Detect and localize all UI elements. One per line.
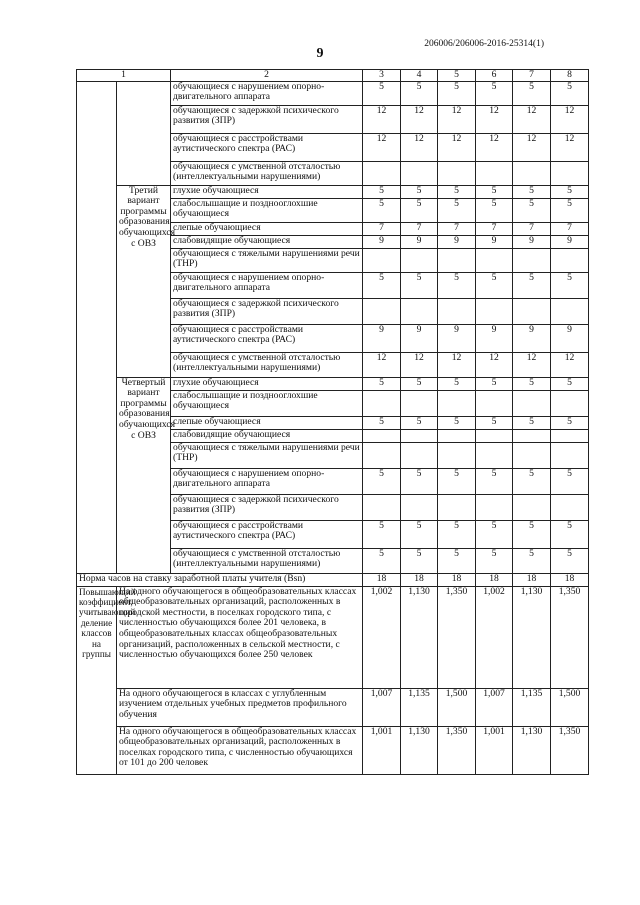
value-cell-col-6: 1,001 [476, 726, 513, 774]
value-cell-col-8 [551, 248, 589, 272]
value-cell-col-5: 5 [438, 81, 476, 105]
document-id: 206006/206006-2016-25314(1) [424, 39, 544, 49]
norm-row [77, 573, 589, 586]
value-cell-col-3: 18 [363, 573, 401, 586]
value-cell-col-3: 12 [363, 352, 401, 377]
row-label: обучающиеся с нарушением опорно-двигательного аппарата [171, 468, 363, 494]
value-cell-col-5 [438, 390, 476, 416]
row-label: слабовидящие обучающиеся [171, 429, 363, 442]
value-cell-col-3: 5 [363, 520, 401, 548]
value-cell-col-6: 1,007 [476, 688, 513, 726]
header-col-5: 5 [438, 70, 476, 82]
value-cell-col-4: 5 [401, 548, 438, 573]
value-cell-col-3: 5 [363, 185, 401, 198]
value-cell-col-6: 12 [476, 352, 513, 377]
row-label: обучающиеся с умственной отсталостью (интеллектуальными нарушениями) [171, 548, 363, 573]
value-cell-col-4 [401, 494, 438, 520]
row-label: На одного обучающегося в классах с углубленным изучением отдельных учебных предметов профильного обучения [117, 688, 363, 726]
value-cell-col-3 [363, 429, 401, 442]
value-cell-col-6 [476, 429, 513, 442]
header-col-3: 3 [363, 70, 401, 82]
norm-label: Норма часов на ставку заработной платы учителя (Bsn) [77, 573, 363, 586]
value-cell-col-3 [363, 390, 401, 416]
value-cell-col-8 [551, 161, 589, 185]
value-cell-col-8: 1,350 [551, 726, 589, 774]
value-cell-col-4: 5 [401, 198, 438, 222]
value-cell-col-6: 1,002 [476, 586, 513, 688]
value-cell-col-7 [513, 248, 551, 272]
value-cell-col-6: 12 [476, 133, 513, 161]
row-label: обучающиеся с задержкой психического развития (ЗПР) [171, 105, 363, 133]
value-cell-col-4: 12 [401, 133, 438, 161]
value-cell-col-7: 5 [513, 185, 551, 198]
value-cell-col-4 [401, 429, 438, 442]
value-cell-col-6 [476, 442, 513, 468]
value-cell-col-4 [401, 248, 438, 272]
value-cell-col-8: 9 [551, 235, 589, 248]
row-label: слепые обучающиеся [171, 416, 363, 429]
value-cell-col-6: 9 [476, 235, 513, 248]
value-cell-col-3: 1,007 [363, 688, 401, 726]
value-cell-col-3: 5 [363, 468, 401, 494]
coef-row [77, 586, 589, 688]
value-cell-col-8: 1,350 [551, 586, 589, 688]
value-cell-col-5: 12 [438, 105, 476, 133]
value-cell-col-4: 5 [401, 81, 438, 105]
value-cell-col-7: 1,130 [513, 586, 551, 688]
value-cell-col-8: 5 [551, 198, 589, 222]
value-cell-col-8: 5 [551, 520, 589, 548]
value-cell-col-5: 5 [438, 272, 476, 298]
coef-row [77, 726, 589, 774]
value-cell-col-7 [513, 429, 551, 442]
value-cell-col-5: 5 [438, 377, 476, 390]
value-cell-col-6: 5 [476, 185, 513, 198]
value-cell-col-7 [513, 298, 551, 324]
value-cell-col-8: 5 [551, 468, 589, 494]
value-cell-col-7: 12 [513, 352, 551, 377]
value-cell-col-8 [551, 390, 589, 416]
table-row [77, 377, 589, 390]
header-col-7: 7 [513, 70, 551, 82]
value-cell-col-4: 12 [401, 352, 438, 377]
value-cell-col-5: 9 [438, 235, 476, 248]
value-cell-col-5: 5 [438, 185, 476, 198]
value-cell-col-4: 9 [401, 235, 438, 248]
value-cell-col-8: 5 [551, 272, 589, 298]
value-cell-col-5: 12 [438, 133, 476, 161]
value-cell-col-7 [513, 161, 551, 185]
value-cell-col-8: 12 [551, 105, 589, 133]
value-cell-col-5: 5 [438, 520, 476, 548]
value-cell-col-6: 18 [476, 573, 513, 586]
value-cell-col-3: 1,001 [363, 726, 401, 774]
value-cell-col-5: 1,350 [438, 586, 476, 688]
value-cell-col-8 [551, 298, 589, 324]
row-label: обучающиеся с умственной отсталостью (интеллектуальными нарушениями) [171, 161, 363, 185]
value-cell-col-4: 5 [401, 377, 438, 390]
value-cell-col-4 [401, 390, 438, 416]
value-cell-col-4: 5 [401, 185, 438, 198]
value-cell-col-8: 9 [551, 324, 589, 352]
value-cell-col-3: 5 [363, 198, 401, 222]
value-cell-col-8: 5 [551, 377, 589, 390]
row-label: обучающиеся с расстройствами аутистического спектра (РАС) [171, 324, 363, 352]
value-cell-col-5 [438, 442, 476, 468]
value-cell-col-8: 5 [551, 548, 589, 573]
value-cell-col-6 [476, 390, 513, 416]
value-cell-col-7: 7 [513, 222, 551, 235]
row-label: обучающиеся с тяжелыми нарушениями речи (ТНР) [171, 442, 363, 468]
row-label: слабовидящие обучающиеся [171, 235, 363, 248]
value-cell-col-8 [551, 494, 589, 520]
value-cell-col-4: 12 [401, 105, 438, 133]
value-cell-col-6: 12 [476, 105, 513, 133]
table-row [77, 185, 589, 198]
value-cell-col-7: 9 [513, 324, 551, 352]
row-label: слепые обучающиеся [171, 222, 363, 235]
value-cell-col-7: 5 [513, 468, 551, 494]
value-cell-col-4: 5 [401, 468, 438, 494]
value-cell-col-3: 5 [363, 548, 401, 573]
value-cell-col-6 [476, 161, 513, 185]
group-col-1-empty [77, 81, 117, 573]
value-cell-col-7: 5 [513, 81, 551, 105]
table-row [77, 81, 589, 105]
value-cell-col-7 [513, 442, 551, 468]
row-label: обучающиеся с умственной отсталостью (интеллектуальными нарушениями) [171, 352, 363, 377]
value-cell-col-7: 12 [513, 133, 551, 161]
value-cell-col-3 [363, 442, 401, 468]
value-cell-col-5: 5 [438, 416, 476, 429]
value-cell-col-7: 9 [513, 235, 551, 248]
value-cell-col-7: 5 [513, 198, 551, 222]
value-cell-col-5: 12 [438, 352, 476, 377]
value-cell-col-8: 5 [551, 185, 589, 198]
row-label: На одного обучающегося в общеобразовательных классах общеобразовательных организаций, расположенных в поселках городского типа, с численностью обучающихся от 101 до 200 человек [117, 726, 363, 774]
value-cell-col-3: 5 [363, 272, 401, 298]
value-cell-col-6: 7 [476, 222, 513, 235]
value-cell-col-5: 1,350 [438, 726, 476, 774]
value-cell-col-6 [476, 298, 513, 324]
value-cell-col-6 [476, 248, 513, 272]
value-cell-col-5: 5 [438, 548, 476, 573]
value-cell-col-4: 1,130 [401, 726, 438, 774]
value-cell-col-4: 5 [401, 272, 438, 298]
value-cell-col-6: 5 [476, 81, 513, 105]
header-col-2: 2 [171, 70, 363, 82]
value-cell-col-3: 5 [363, 377, 401, 390]
row-label: обучающиеся с расстройствами аутистического спектра (РАС) [171, 133, 363, 161]
group-col-2-empty [117, 81, 171, 185]
value-cell-col-7: 5 [513, 272, 551, 298]
value-cell-col-6: 5 [476, 198, 513, 222]
row-label: обучающиеся с нарушением опорно-двигательного аппарата [171, 272, 363, 298]
value-cell-col-6: 5 [476, 468, 513, 494]
value-cell-col-5: 5 [438, 468, 476, 494]
row-label: глухие обучающиеся [171, 185, 363, 198]
value-cell-col-7: 5 [513, 548, 551, 573]
value-cell-col-8 [551, 429, 589, 442]
value-cell-col-7: 12 [513, 105, 551, 133]
group-label-variant-3: Третий вариант программы образования обучающихся с ОВЗ [117, 185, 171, 377]
value-cell-col-4: 1,135 [401, 688, 438, 726]
value-cell-col-7: 1,130 [513, 726, 551, 774]
header-col-1: 1 [77, 70, 171, 82]
value-cell-col-5: 7 [438, 222, 476, 235]
value-cell-col-6: 5 [476, 416, 513, 429]
value-cell-col-8: 12 [551, 133, 589, 161]
coef-group-label: Повышающий коэффициент, учитывающий деление классов на группы [77, 586, 117, 774]
value-cell-col-3 [363, 161, 401, 185]
value-cell-col-3: 1,002 [363, 586, 401, 688]
value-cell-col-5 [438, 298, 476, 324]
value-cell-col-3: 12 [363, 105, 401, 133]
value-cell-col-7 [513, 390, 551, 416]
value-cell-col-3 [363, 248, 401, 272]
value-cell-col-4 [401, 298, 438, 324]
value-cell-col-5: 18 [438, 573, 476, 586]
value-cell-col-4: 7 [401, 222, 438, 235]
value-cell-col-3: 9 [363, 235, 401, 248]
value-cell-col-7: 5 [513, 377, 551, 390]
value-cell-col-4 [401, 161, 438, 185]
page-number: 9 [316, 46, 324, 61]
value-cell-col-6: 5 [476, 520, 513, 548]
value-cell-col-5 [438, 429, 476, 442]
hours-table [76, 69, 589, 775]
value-cell-col-5 [438, 161, 476, 185]
row-label: обучающиеся с расстройствами аутистического спектра (РАС) [171, 520, 363, 548]
header-row [77, 70, 589, 82]
row-label: глухие обучающиеся [171, 377, 363, 390]
value-cell-col-5: 1,500 [438, 688, 476, 726]
value-cell-col-8: 12 [551, 352, 589, 377]
coef-row [77, 688, 589, 726]
value-cell-col-4: 5 [401, 416, 438, 429]
value-cell-col-3: 9 [363, 324, 401, 352]
value-cell-col-6: 5 [476, 548, 513, 573]
row-label: слабослышащие и позднооглохшие обучающиеся [171, 390, 363, 416]
value-cell-col-8: 18 [551, 573, 589, 586]
value-cell-col-4: 5 [401, 520, 438, 548]
value-cell-col-5: 5 [438, 198, 476, 222]
row-label: обучающиеся с нарушением опорно-двигательного аппарата [171, 81, 363, 105]
value-cell-col-8 [551, 442, 589, 468]
value-cell-col-7: 1,135 [513, 688, 551, 726]
value-cell-col-4 [401, 442, 438, 468]
value-cell-col-8: 5 [551, 416, 589, 429]
value-cell-col-3 [363, 494, 401, 520]
row-label: слабослышащие и позднооглохшие обучающиеся [171, 198, 363, 222]
value-cell-col-6: 9 [476, 324, 513, 352]
value-cell-col-6: 5 [476, 377, 513, 390]
value-cell-col-3: 5 [363, 81, 401, 105]
value-cell-col-8: 5 [551, 81, 589, 105]
value-cell-col-5 [438, 494, 476, 520]
row-label: обучающиеся с задержкой психического развития (ЗПР) [171, 298, 363, 324]
value-cell-col-7: 5 [513, 520, 551, 548]
row-label: обучающиеся с тяжелыми нарушениями речи (ТНР) [171, 248, 363, 272]
value-cell-col-4: 18 [401, 573, 438, 586]
value-cell-col-7 [513, 494, 551, 520]
row-label: На одного обучающегося в общеобразовательных классах общеобразовательных организаций, расположенных в городской местности, в поселках городского типа, с численностью обучающихся более 201 человека, в общеобразовательных классах общеобразовательных организаций, расположенных в сельской местности, с численностью обучающихся более 250 человек [117, 586, 363, 688]
header-col-6: 6 [476, 70, 513, 82]
value-cell-col-6 [476, 494, 513, 520]
value-cell-col-8: 7 [551, 222, 589, 235]
value-cell-col-4: 9 [401, 324, 438, 352]
value-cell-col-5 [438, 248, 476, 272]
header-col-4: 4 [401, 70, 438, 82]
value-cell-col-4: 1,130 [401, 586, 438, 688]
group-label-variant-4: Четвертый вариант программы образования обучающихся с ОВЗ [117, 377, 171, 573]
header-col-8: 8 [551, 70, 589, 82]
value-cell-col-7: 18 [513, 573, 551, 586]
value-cell-col-7: 5 [513, 416, 551, 429]
row-label: обучающиеся с задержкой психического развития (ЗПР) [171, 494, 363, 520]
value-cell-col-6: 5 [476, 272, 513, 298]
value-cell-col-3: 12 [363, 133, 401, 161]
value-cell-col-8: 1,500 [551, 688, 589, 726]
value-cell-col-3: 7 [363, 222, 401, 235]
value-cell-col-3 [363, 298, 401, 324]
value-cell-col-5: 9 [438, 324, 476, 352]
value-cell-col-3: 5 [363, 416, 401, 429]
